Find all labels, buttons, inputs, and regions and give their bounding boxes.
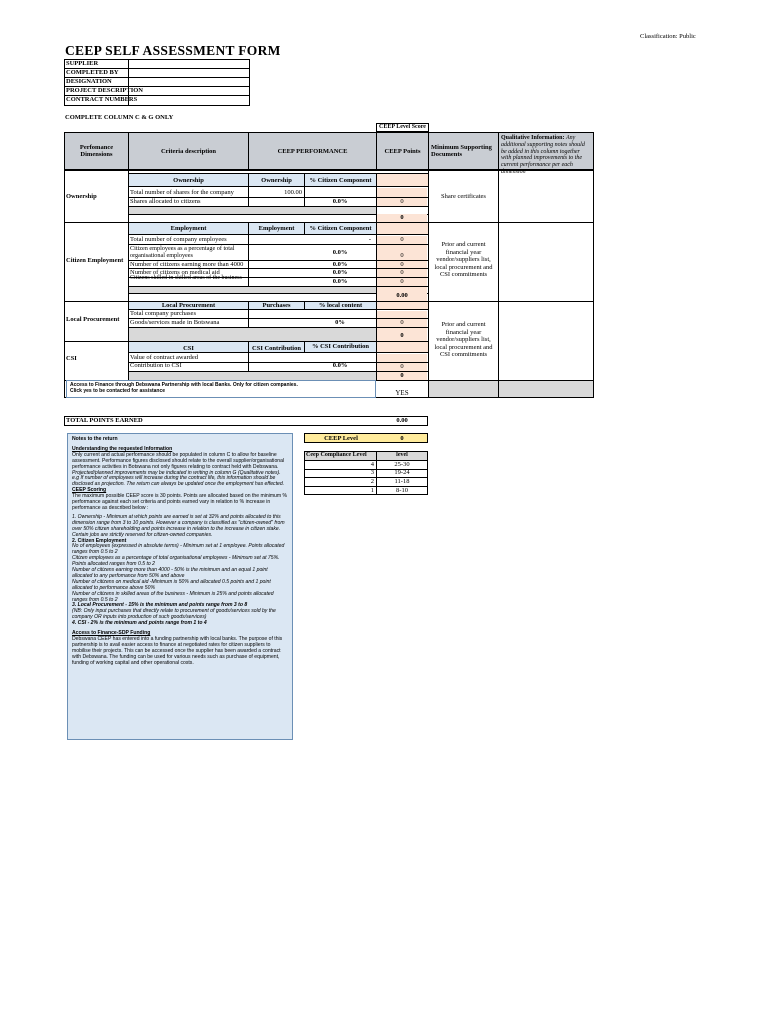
compliance-row-4-range: 8-10 xyxy=(396,487,408,494)
ownership-subheader-2: Ownership xyxy=(248,173,305,187)
employment-row-1-points: 0 xyxy=(377,236,427,244)
employment-row-2-label: Citizen employees as a percentage of total organisational employees xyxy=(130,245,235,259)
notes-paragraph-12: (NB: Only input purchases that directly relate to procurement of goods/services sold by the company OR inputs into production of such goods/services) xyxy=(72,608,276,621)
notes-paragraph-11: 3. Local Procurement - 15% is the minimum and points range from 3 to 8 xyxy=(72,602,248,609)
notes-paragraph-1: Only current and actual performance should be populated in column C to allow for baseline assessment. Performance figures disclosed should relate to the overall supplier/organisational performance activities in Botswana not only figures relating to contract held with Debswana. xyxy=(72,451,285,470)
compliance-row-1-range: 25-30 xyxy=(394,461,410,468)
ownership-dimension: Ownership xyxy=(66,193,97,200)
notes-paragraph-10: Number of citizens in skilled areas of the business - Minimum is 25% and points allocated ranges from 0.5 to 2 xyxy=(72,590,274,603)
notes-panel xyxy=(67,433,293,740)
procurement-dimension: Local Procurement xyxy=(66,316,120,323)
procurement-row-2-points: 0 xyxy=(377,319,427,327)
form-title: CEEP SELF ASSESSMENT FORM xyxy=(65,43,281,58)
supplier-input[interactable] xyxy=(130,60,248,68)
employment-row-5-pct: 0.0% xyxy=(332,278,348,285)
procurement-row-1-label: Total company purchases xyxy=(130,310,196,317)
contract-numbers-input[interactable] xyxy=(150,96,248,105)
compliance-row-1-level: 4 xyxy=(370,461,374,468)
project-description-input[interactable] xyxy=(150,87,248,95)
procurement-subheader-2: Purchases xyxy=(248,301,305,310)
notes-paragraph-13: 4. CSI - 2% is the minimum and points range from 1 to 4 xyxy=(72,620,207,627)
qualitative-header xyxy=(498,132,594,175)
employment-total: 0.00 xyxy=(377,287,427,301)
finance-note xyxy=(66,380,376,398)
ownership-row-1-label: Total number of shares for the company xyxy=(130,189,234,196)
csi-row-2-points: 0 xyxy=(377,363,427,371)
notes-paragraph-8: Number of citizens earning more than 4000 - 50% is the minimum and an equal 1 point allocated to any perfomance from 50% and above xyxy=(72,567,268,579)
csi-total: 0 xyxy=(377,372,427,380)
notes-title: Notes to the return xyxy=(72,436,118,442)
csi-subheader-1: CSI xyxy=(128,341,249,353)
notes-paragraph-7: Citizen employees as a percentage of total organisational employees - Minimum set at 75%. Points allocated ranges from 0.5 to 2 xyxy=(72,555,280,568)
ownership-row-2-input[interactable] xyxy=(250,198,302,206)
employment-row-4-points: 0 xyxy=(377,269,427,277)
csi-dimension: CSI xyxy=(66,355,77,362)
ownership-row-2-pct: 0.0% xyxy=(332,198,348,205)
qualitative-label: Qualitative Information: xyxy=(501,135,565,141)
notes-paragraph-6: No of employees (expressed in absolute terms) - Minimum set at 1 employee. Points allocated ranges from 0.5 to 2 xyxy=(72,543,285,556)
compliance-header-1: Ceep Compliance Level xyxy=(306,452,367,458)
qualitative-text: Any additional supporting notes should be added in this column together with planned improvements to the current performance per each dimension xyxy=(501,135,585,175)
compliance-row-3-range: 11-18 xyxy=(394,478,410,485)
ownership-row-1-value[interactable]: 100.00 xyxy=(284,189,302,196)
total-points-label: TOTAL POINTS EARNED xyxy=(66,417,143,424)
csi-subheader-2: CSI Contribution xyxy=(248,341,305,353)
ownership-subheader-3: % Citizen Component xyxy=(304,173,377,187)
completed-by-input[interactable] xyxy=(130,69,248,77)
employment-row-3-pct: 0.0% xyxy=(332,261,348,268)
ownership-row-2-label: Shares allocated to citizens xyxy=(130,198,201,205)
criteria-description-header: Criteria description xyxy=(128,132,249,170)
csi-row-1-label: Value of contract awarded xyxy=(130,354,199,361)
employment-row-2-points: 0 xyxy=(377,245,427,260)
ceep-performance-header: CEEP PERFORMANCE xyxy=(248,132,377,170)
notes-heading-understanding: Understanding the requested Information xyxy=(72,445,173,452)
ceep-level-score-header: CEEP Level Score xyxy=(376,123,429,132)
employment-dimension: Citizen Employment xyxy=(66,257,124,264)
compliance-row-4-level: 1 xyxy=(370,487,374,494)
compliance-row-2-level: 3 xyxy=(370,469,374,476)
finance-answer-select[interactable]: YES xyxy=(395,389,409,397)
ownership-subheader-1: Ownership xyxy=(128,173,249,187)
designation-label: DESIGNATION xyxy=(66,78,112,85)
ownership-docs: Share certificates xyxy=(441,193,486,200)
employment-row-4-pct: 0.0% xyxy=(332,269,348,276)
notes-paragraph-14: Debswana CEEP has entered into a funding partnership with local banks. The purpose of this partnership is to avail easier access to finance at negotiated rates for citizen suppliers to mobilise their projects. This can be accessed once the supplier has been awarded a contract with Debswana. The funding can be used for various needs such as purchase of equipment, funding of working capital and other operational costs. xyxy=(72,636,283,666)
ceep-level-label: CEEP Level xyxy=(324,435,358,442)
notes-paragraph-3: The maximum possible CEEP score is 30 points. Points are allocated based on the minimum % performance against each set criteria and points earned vary in relation to % increase in performance as described below : xyxy=(72,493,288,511)
notes-paragraph-9: Number of citizens on medical aid -Minimum is 50% and allocated 0.5 points and 1 point allocated to performance above 50% xyxy=(72,578,271,591)
csi-row-2-pct: 0.0% xyxy=(332,362,348,369)
notes-heading-finance: Access to Finance-SDP Funding xyxy=(72,630,151,637)
compliance-header-2: level xyxy=(396,452,408,458)
ownership-total: 0 xyxy=(377,214,427,222)
procurement-subheader-1: Local Procurement xyxy=(128,301,249,310)
notes-paragraph-2: Projected/planned improvements may be indicated in writing in column G (Qualitative notes). e.g If number of employees will increase during the contract life, this information should be disclosed as projection. The return can always be updated once the employment has effected. xyxy=(72,469,285,488)
project-description-label: PROJECT DESCRIPTION xyxy=(66,87,143,94)
employment-row-3-points: 0 xyxy=(377,261,427,268)
employment-row-5-label: Citizens skilled in skilled areas of the business xyxy=(130,275,242,281)
contract-numbers-label: CONTRACT NUMBERS xyxy=(66,96,138,103)
csi-row-2-label: Contribution to CSI xyxy=(130,362,182,369)
employment-subheader-1: Employment xyxy=(128,222,249,235)
ownership-row-2-points: 0 xyxy=(377,198,427,206)
employment-subheader-3: % Citizen Component xyxy=(304,222,377,235)
notes-heading-scoring: CEEP Scoring xyxy=(72,487,107,494)
employment-row-3-label: Number of citizens earning more than 4000 xyxy=(130,261,244,268)
finance-line-1: Access to Finance through Debswana Partnership with local Banks. Only for citizen companies. xyxy=(70,382,298,388)
employment-subheader-2: Employment xyxy=(248,222,305,235)
completed-by-label: COMPLETED BY xyxy=(66,69,119,76)
ceep-points-header: CEEP Points xyxy=(376,132,429,170)
procurement-row-2-pct: 0% xyxy=(335,319,345,326)
procurement-subheader-3: % local content xyxy=(304,301,377,310)
csi-subheader-3: % CSI Contribution xyxy=(304,341,377,353)
notes-paragraph-4: 1. Ownership - Minimum at which points are earned is set at 32% and points allocated to this dimension range from 3 to 10 points. However a company is classified as "citizen-owned" from over 50% citizen shareholding and points increase in relation to the increase in citizen stake. Certain jobs are strictly reserved for citizen-owned companies. xyxy=(72,513,285,538)
notes-paragraph-5: 2. Citizen Employment xyxy=(72,537,127,544)
min-docs-header: Minimum Supporting Documents xyxy=(428,132,499,170)
finance-line-2: Click yes to be contacted for assistance xyxy=(70,388,166,394)
supplier-label: SUPPLIER xyxy=(66,60,99,67)
employment-row-1-label: Total number of company employees xyxy=(130,236,227,243)
compliance-row-3-level: 2 xyxy=(370,478,374,485)
compliance-row-2-range: 19-24 xyxy=(394,469,410,476)
employment-row-1-pct: - xyxy=(368,236,371,243)
employment-docs: Prior and current financial year vendor/suppliers list, local procurement and CSI commitments xyxy=(434,241,493,278)
total-points-value: 0.00 xyxy=(396,417,408,424)
instruction-text: COMPLETE COLUMN C & G ONLY xyxy=(65,114,174,121)
ceep-level-row xyxy=(304,433,428,443)
procurement-docs: Prior and current financial year vendor/suppliers list, local procurement and CSI commitments xyxy=(434,321,493,358)
employment-row-2-pct: 0.0% xyxy=(332,249,348,256)
procurement-row-2-label: Goods/services made in Botswana xyxy=(130,319,220,326)
performance-dimensions-header: Perfomance Dimensions xyxy=(64,132,129,170)
designation-input[interactable] xyxy=(130,78,248,86)
procurement-total: 0 xyxy=(377,328,427,341)
classification-label: Classification: Public xyxy=(640,33,696,40)
employment-row-5-points: 0 xyxy=(377,278,427,286)
ceep-level-value: 0 xyxy=(400,435,404,442)
employment-row-4-label: Number of citizens on medical aid xyxy=(130,269,220,276)
